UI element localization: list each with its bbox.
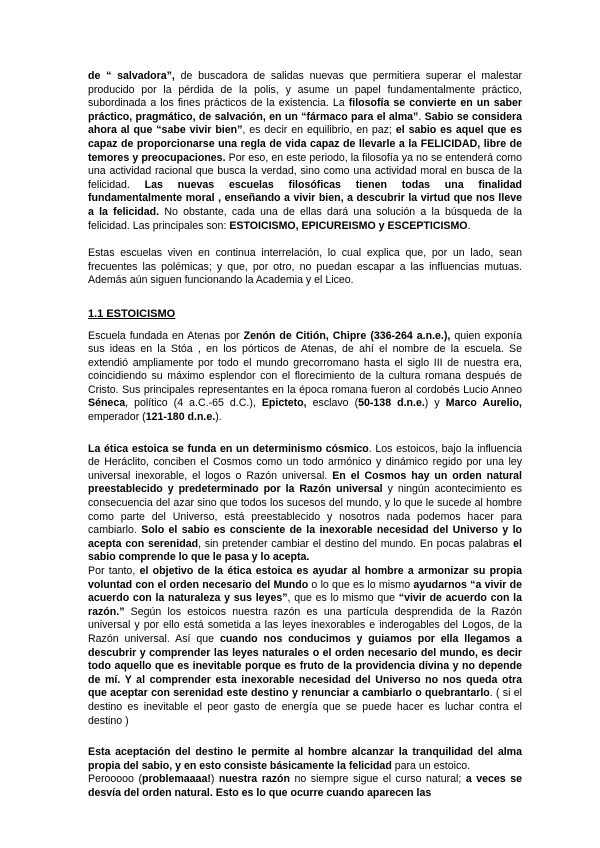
bold-text-run: Marco Aurelio, xyxy=(445,397,522,410)
text-run: no siempre sigue el curso natural; xyxy=(289,773,466,786)
text-run: . xyxy=(467,219,471,232)
text-run: Según los estoicos nuestra razón es una partícula desprendida de la Razón universal y por ello está sometida a las leyes inexorables e inderogables del Logos, de la Razón universal. Así que xyxy=(88,605,522,645)
text-run: ) xyxy=(210,773,219,786)
paragraph-ethics-determinism xyxy=(88,443,522,565)
paragraph-acceptance-destiny xyxy=(88,746,522,773)
bold-text-run: Séneca xyxy=(88,397,126,410)
bold-text-run: En el Cosmos hay un orden natural preestablecido y predeterminado por la Razón universal xyxy=(88,469,522,496)
bold-text-run: Las nuevas escuelas filosóficas tienen todas una finalidad fundamentalmente moral , enseñando a vivir bien, a descubrir la virtud que nos lleve a la felicidad. xyxy=(88,178,522,218)
text-run: , que es lo mismo que xyxy=(287,592,399,605)
bold-text-run: de “ salvadora”, xyxy=(88,70,175,82)
bold-text-run: 50-138 d.n.e. xyxy=(358,397,425,410)
paragraph-ethics-objective xyxy=(88,565,522,728)
bold-text-run: problemaaaa! xyxy=(141,773,211,786)
text-run: No obstante, cada una de ellas dará una solución a la búsqueda de la felicidad. Las principales son: xyxy=(88,205,522,232)
text-run: emperador ( xyxy=(88,411,146,424)
bold-text-run: “vivir de acuerdo con la razón.” xyxy=(88,592,522,618)
bold-text-run: Zenón de Citión, Chipre (336-264 a.n.e.), xyxy=(243,329,451,342)
text-run: . ( si el destino es inevitable el peor gasto de energía que se puede hacer es luchar contra el destino ) xyxy=(88,687,522,727)
bold-text-run: nuestra razón xyxy=(218,773,290,786)
text-run: ). xyxy=(215,411,222,424)
bold-text-run: Epicteto, xyxy=(261,397,307,410)
text-run: para un estoico. xyxy=(391,759,471,772)
text-run: ) y xyxy=(424,397,446,410)
text-run: Perooooo ( xyxy=(88,773,142,786)
bold-text-run: a veces se desvía del orden natural. Esto es lo que ocurre cuando aparecen las xyxy=(88,773,522,799)
text-run: . xyxy=(418,110,425,123)
bold-text-run: el sabio es aquel que es capaz de proporcionarse una regla de vida capaz de llevarle a la FELICIDAD, libre de temores y preocupaciones. xyxy=(88,124,522,164)
text-run: , es decir en equilibrio, en paz; xyxy=(242,124,396,137)
text-run: , sin pretender cambiar el destino del mundo. En pocas palabras xyxy=(198,537,514,550)
bold-text-run: La ética estoica se funda en un determinismo cósmico xyxy=(88,442,369,455)
text-run: Escuela fundada en Atenas por xyxy=(88,329,244,342)
text-run: Por eso, en este periodo, la filosofía ya no se entenderá como una actividad racional que busca la verdad, sino como una actividad moral en busca de la felicidad. xyxy=(88,151,523,191)
text-run: Por tanto, xyxy=(88,565,140,577)
paragraph-estoicismo-origin xyxy=(88,330,522,425)
text-run: esclavo ( xyxy=(306,397,359,410)
bold-text-run: ayudarnos “a vivir de acuerdo con la naturaleza y sus leyes” xyxy=(88,578,522,605)
text-run: . Los estoicos, bajo la influencia de Heráclito, conciben el Cosmos como un todo armónico y dinámico regido por una ley universal inexorable, el logos o Razón universal. xyxy=(88,442,522,482)
bold-text-run: Esta aceptación del destino le permite al hombre alcanzar la tranquilidad del alma propia del sabio, y en esto consiste básicamente la felicidad xyxy=(88,746,522,772)
paragraph-schools-interrelation xyxy=(88,247,522,288)
text-run: y ningún acontecimiento es consecuencia del azar sino que todos los sucesos del mundo, y lo que le sucede al hombre como parte del Universo, está preestablecido y nosotros nada podemos hacer para cambiarlo. xyxy=(88,483,522,537)
text-run: de buscadora de salidas nuevas que permitiera superar el malestar producido por la pérdida de la polis, y asume un papel fundamentalmente práctico, subordinada a los fines prácticos de la existencia. La xyxy=(88,70,522,110)
bold-text-run: ESTOICISMO, EPICUREISMO y ESCEPTICISMO xyxy=(229,219,468,232)
bold-text-run: cuando nos conducimos y guiamos por ella llegamos a descubrir y comprender las leyes naturales o el orden necesario del mundo, es decir todo aquello que es inevitable porque es fruto de la providencia divina y no depende de mí. Y al comprender esta inexorable necesidad del Universo no nos queda otra que aceptar con serenidad este destino y renunciar a cambiarlo o quebrantarlo xyxy=(88,632,522,700)
bold-text-run: Solo el sabio es consciente de la inexorable necesidad del Universo y lo acepta con serenidad xyxy=(88,524,523,550)
text-run: o lo que es lo mismo xyxy=(308,578,414,591)
bold-text-run: filosofía se convierte en un saber práctico, pragmático, de salvación, en un “fármaco para el alma” xyxy=(88,97,522,123)
text-run: , político (4 a.C.-65 d.C.), xyxy=(125,397,262,410)
paragraph-problem-reason xyxy=(88,773,522,800)
bold-text-run: el objetivo de la ética estoica es ayudar al hombre a armonizar su propia voluntad con el orden necesario del Mundo xyxy=(88,565,522,591)
paragraph-intro xyxy=(88,70,522,233)
section-heading-estoicismo: 1.1 ESTOICISMO xyxy=(88,307,176,320)
text-run: quien exponía sus ideas en la Stóa , en los pórticos de Atenas, de ahí el nombre de la escuela. Se extendió ampliamente por todo el mundo grecorromano hasta el siglo III de nuestra era, coincidiendo su máximo esplendor con el florecimiento de la cultura romana después de Cristo. Sus principales representantes en la época romana fueron al cordobés Lucio Anneo xyxy=(88,329,522,396)
bold-text-run: 121-180 d.n.e. xyxy=(145,411,216,424)
text-run: Estas escuelas viven en continua interrelación, lo cual explica que, por un lado, sean frecuentes las polémicas; y que, por otro, no puedan escapar a las influencias mutuas. Además aún siguen funcionando la Academia y el Liceo. xyxy=(88,247,522,287)
bold-text-run: Sabio se considera ahora al que “sabe vivir bien” xyxy=(88,110,522,137)
bold-text-run: el sabio comprende lo que le pasa y lo acepta. xyxy=(88,537,522,564)
